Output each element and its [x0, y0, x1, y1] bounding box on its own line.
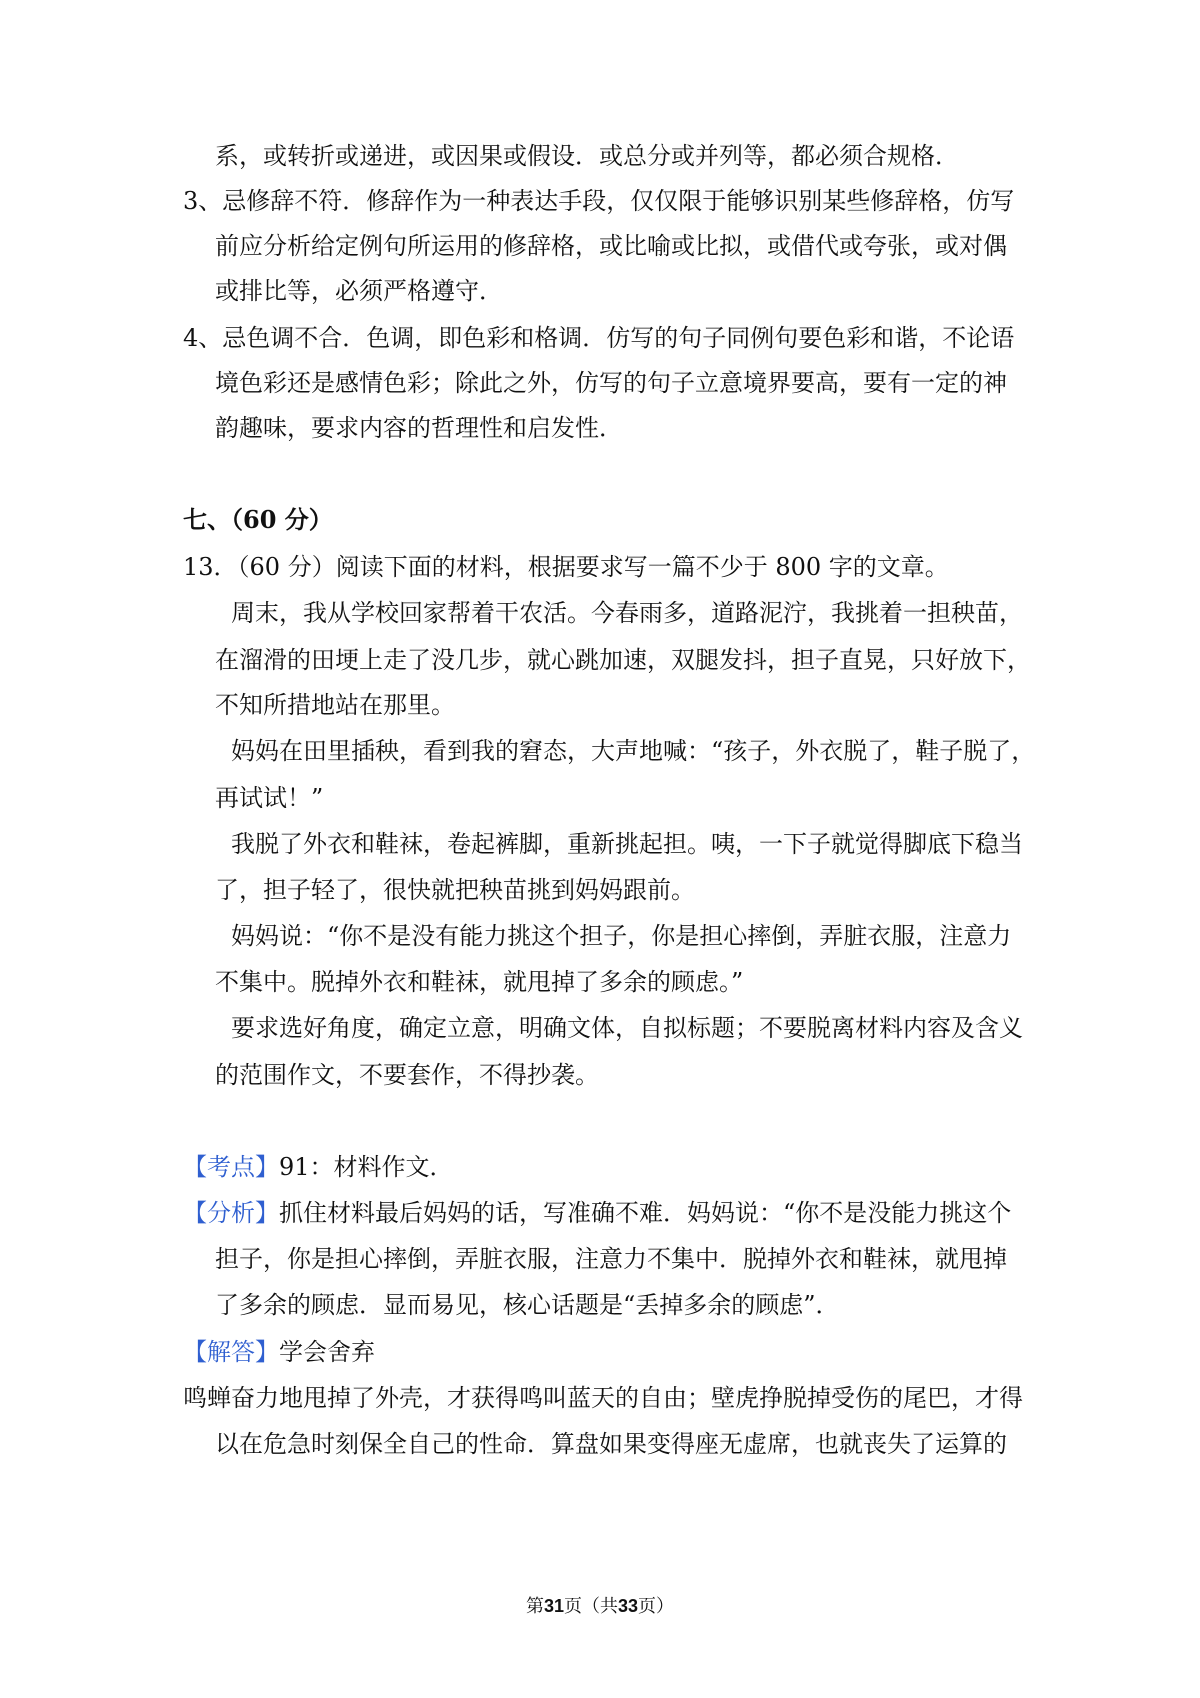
fenxi-line: [183, 1198, 1011, 1228]
text-line: 要求选好角度，确定立意，明确文体，自拟标题；不要脱离材料内容及含义: [231, 1014, 1023, 1042]
fenxi-tag: 【分析】: [183, 1199, 279, 1227]
text-line: 境色彩还是感情色彩；除此之外，仿写的句子立意境界要高，要有一定的神: [215, 369, 1007, 397]
text-line: 不集中。脱掉外衣和鞋袜，就甩掉了多余的顾虑。”: [215, 968, 744, 996]
text-line: 系，或转折或递进，或因果或假设．或总分或并列等，都必须合规格．: [215, 142, 959, 170]
question-title: 13．（60 分）阅读下面的材料，根据要求写一篇不少于 800 字的文章。: [183, 553, 949, 581]
text-line: 不知所措地站在那里。: [215, 691, 455, 719]
jieda-text: 学会舍弃: [279, 1338, 375, 1366]
text-line: 妈妈在田里插秧，看到我的窘态，大声地喊：“孩子，外衣脱了，鞋子脱了，: [231, 737, 1036, 765]
text-line: 3、忌修辞不符．修辞作为一种表达手段，仅仅限于能够识别某些修辞格，仿写: [183, 187, 1015, 215]
text-line: 再试试！”: [215, 784, 324, 812]
footer-prefix: 第: [525, 1596, 544, 1617]
jieda-tag: 【解答】: [183, 1338, 279, 1366]
kaodian-text: 91：材料作文．: [279, 1153, 454, 1181]
footer-suffix: 页）: [638, 1596, 675, 1617]
text-line: 妈妈说：“你不是没有能力挑这个担子，你是担心摔倒，弄脏衣服，注意力: [231, 922, 1012, 950]
text-line: 韵趣味，要求内容的哲理性和启发性．: [215, 414, 623, 442]
jieda-line: [183, 1337, 375, 1367]
section-heading: 七、（60 分）: [183, 505, 333, 534]
footer-current-page: 31: [543, 1596, 564, 1616]
text-line: 或排比等，必须严格遵守．: [215, 277, 503, 305]
kaodian-line: [183, 1152, 454, 1182]
text-line: 了，担子轻了，很快就把秧苗挑到妈妈跟前。: [215, 876, 695, 904]
text-line: 在溜滑的田埂上走了没几步，就心跳加速，双腿发抖，担子直晃，只好放下，: [215, 646, 1031, 674]
text-line: 以在危急时刻保全自己的性命．算盘如果变得座无虚席，也就丧失了运算的: [215, 1430, 1007, 1458]
fenxi-text: 抓住材料最后妈妈的话，写准确不难．妈妈说：“你不是没能力挑这个: [279, 1199, 1012, 1227]
text-line: 担子，你是担心摔倒，弄脏衣服，注意力不集中．脱掉外衣和鞋袜，就甩掉: [215, 1245, 1007, 1273]
footer-total-pages: 33: [618, 1596, 639, 1616]
text-line: 鸣蝉奋力地甩掉了外壳，才获得鸣叫蓝天的自由；壁虎挣脱掉受伤的尾巴，才得: [183, 1384, 1023, 1412]
footer-middle: 页（共: [564, 1596, 618, 1617]
text-line: 前应分析给定例句所运用的修辞格，或比喻或比拟，或借代或夸张，或对偶: [215, 232, 1007, 260]
text-line: 周末，我从学校回家帮着干农活。今春雨多，道路泥泞，我挑着一担秧苗，: [231, 599, 1023, 627]
kaodian-tag: 【考点】: [183, 1153, 279, 1181]
page-footer: [0, 1594, 1200, 1619]
text-line: 我脱了外衣和鞋袜，卷起裤脚，重新挑起担。咦，一下子就觉得脚底下稳当: [231, 830, 1023, 858]
text-line: 了多余的顾虑．显而易见，核心话题是“丢掉多余的顾虑”．: [215, 1291, 840, 1319]
text-line: 4、忌色调不合．色调，即色彩和格调．仿写的句子同例句要色彩和谐，不论语: [183, 324, 1015, 352]
text-line: 的范围作文，不要套作，不得抄袭。: [215, 1061, 599, 1089]
